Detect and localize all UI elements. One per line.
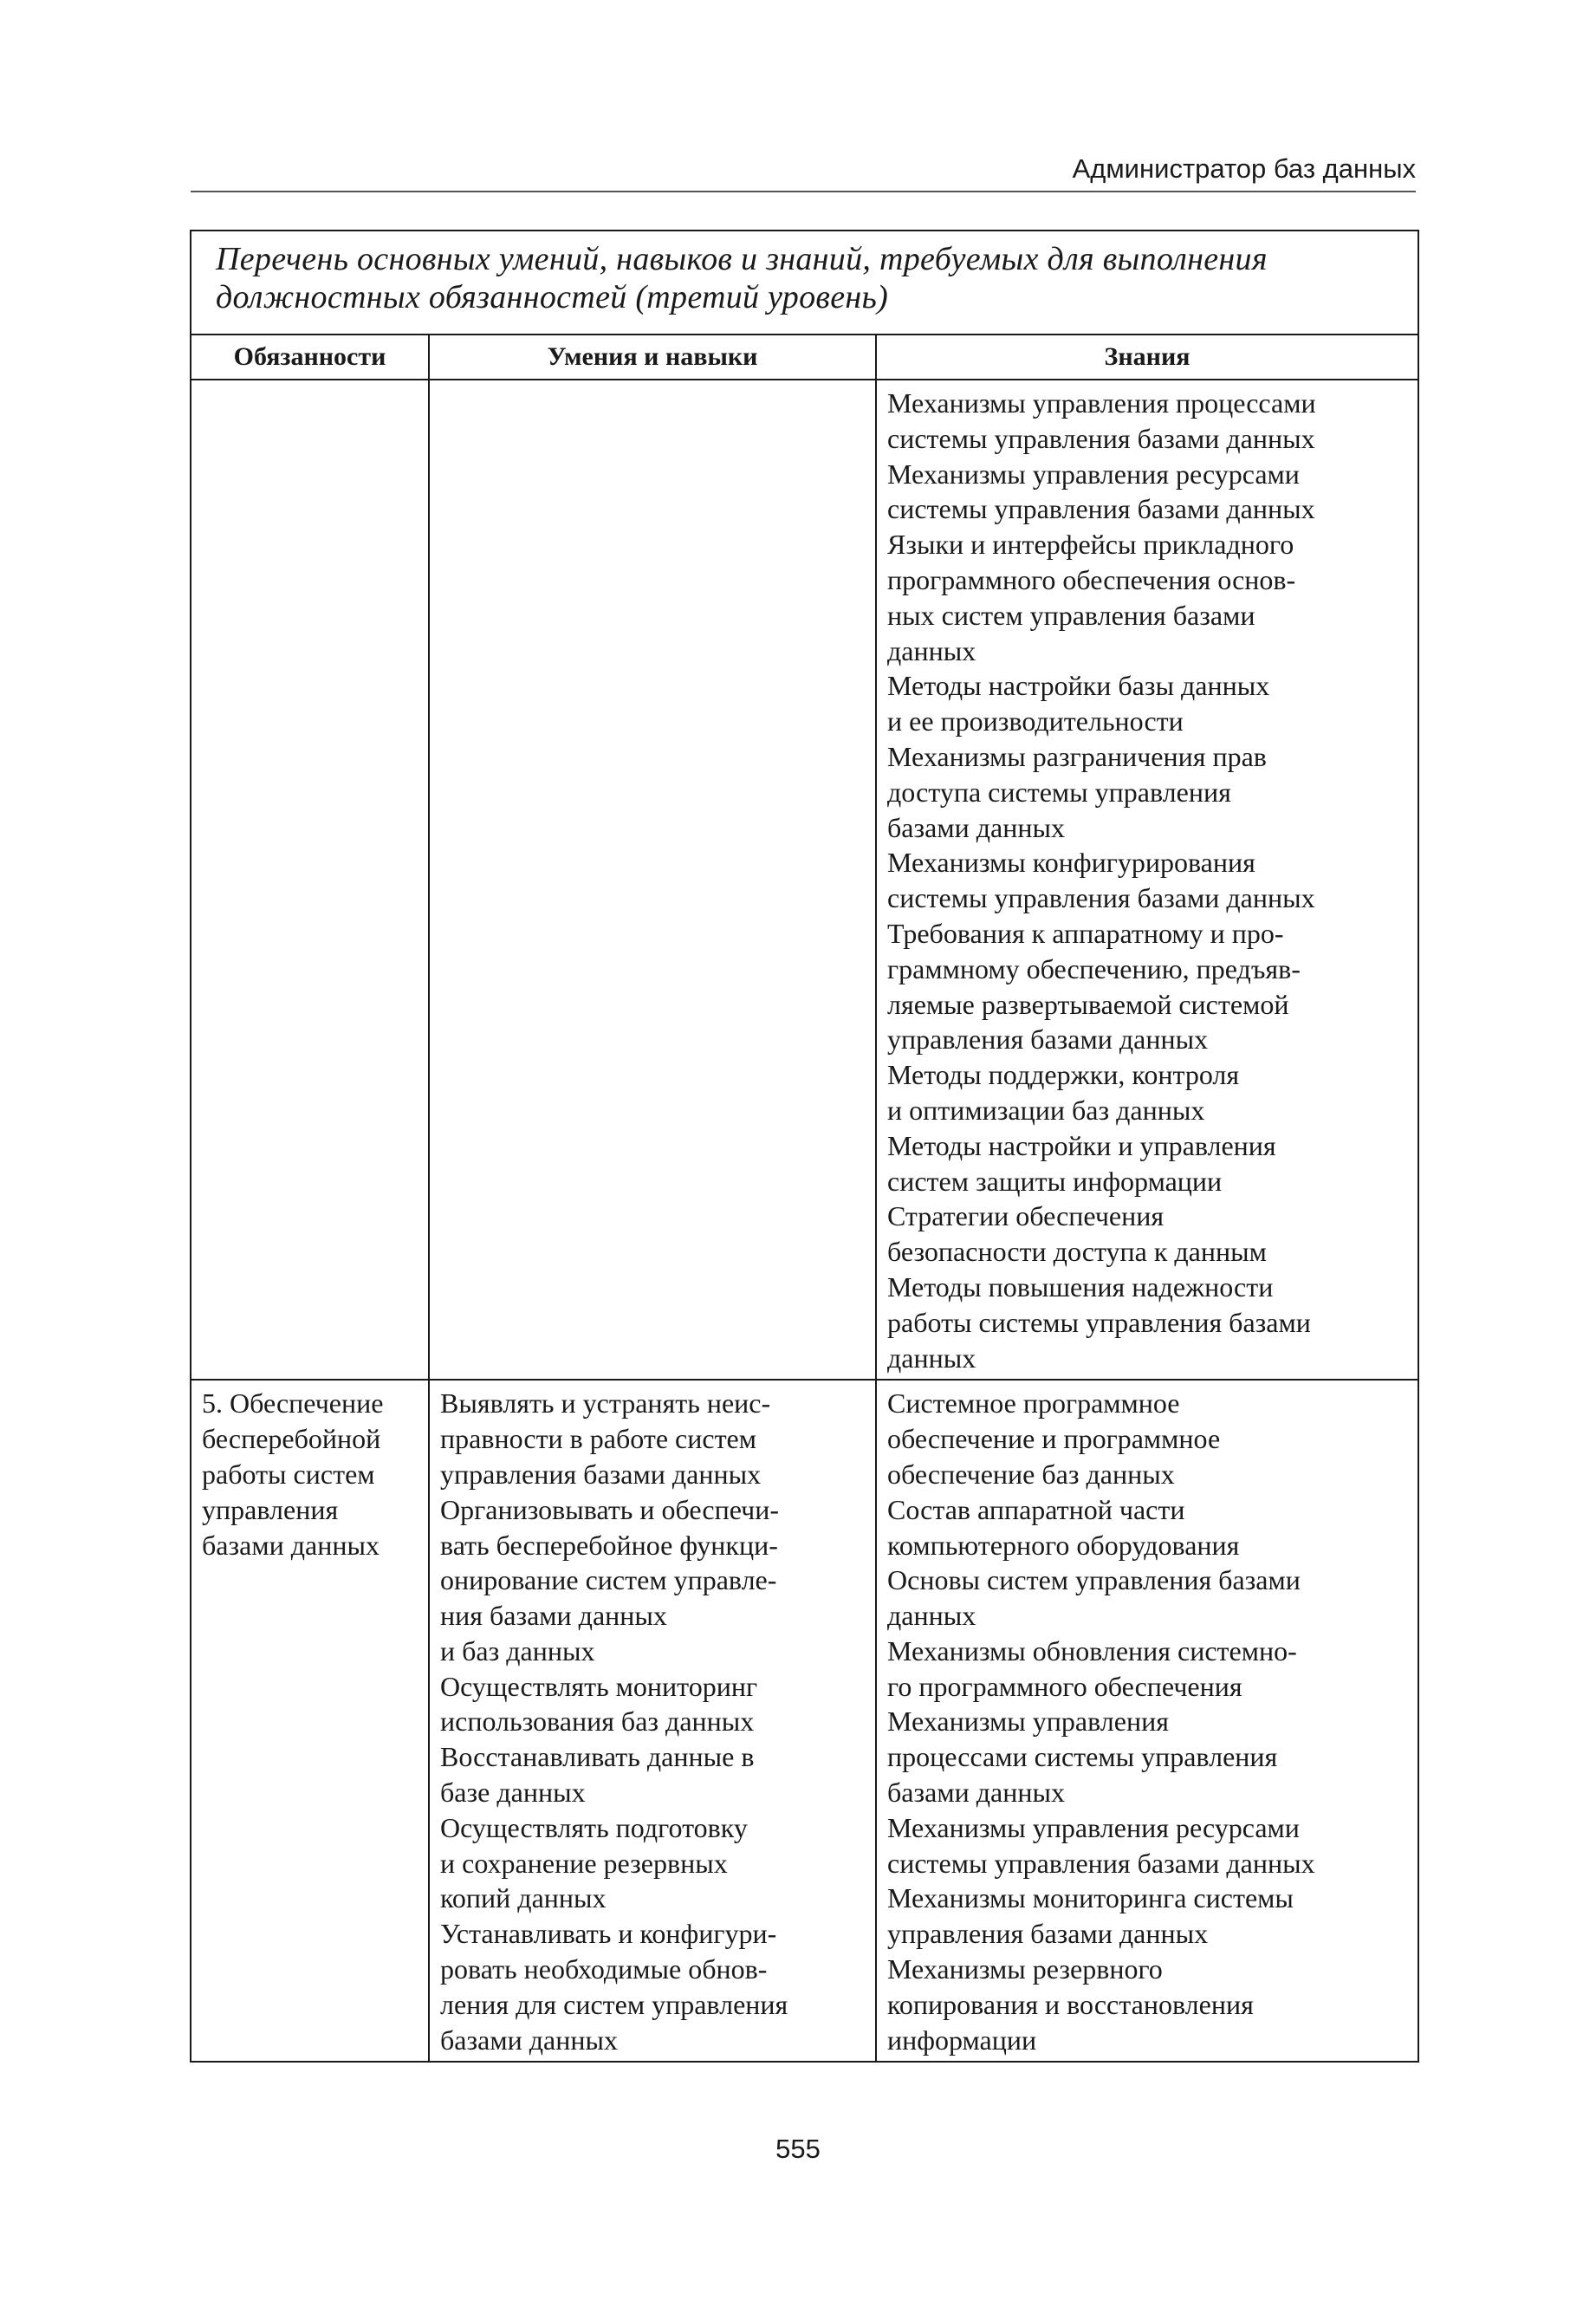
cell-text-line: Основы систем управления базами	[887, 1564, 1301, 1596]
skills-cell	[429, 1380, 876, 2062]
cell-text-line: данных	[887, 1342, 976, 1374]
cell-text-line: Методы настройки базы данных	[887, 670, 1270, 702]
cell-text-line: Осуществлять мониторинг	[440, 1670, 758, 1702]
cell-text-line: базе данных	[440, 1777, 586, 1809]
cell-text-line: базами данных	[887, 1777, 1065, 1809]
cell-text-line: управления базами данных	[440, 1458, 762, 1490]
cell-text-line: компьютерного оборудования	[887, 1529, 1240, 1561]
cell-text-line: и ее производительности	[887, 705, 1184, 737]
cell-text-line: Механизмы обновления системно-	[887, 1634, 1297, 1667]
cell-text-line: онирование систем управле-	[440, 1564, 777, 1596]
cell-text-line: Механизмы резервного	[887, 1953, 1163, 1985]
cell-text-line: ния базами данных	[440, 1600, 667, 1632]
cell-text-line: и баз данных	[440, 1634, 595, 1667]
cell-text-line: Выявлять и устранять неис-	[440, 1387, 771, 1420]
cell-text-line: ровать необходимые обнов-	[440, 1953, 768, 1985]
cell-text-line: базами данных	[887, 811, 1065, 843]
cell-text-line: управления	[202, 1493, 339, 1525]
cell-text-line: системы управления базами данных	[887, 882, 1315, 914]
cell-text-line: копий данных	[440, 1882, 607, 1914]
competency-table	[190, 230, 1419, 2063]
cell-text-line: Требования к аппаратному и про-	[887, 917, 1284, 949]
cell-text-line: работы системы управления базами	[887, 1306, 1311, 1338]
cell-text-line: Методы поддержки, контроля	[887, 1059, 1240, 1091]
table-row	[191, 1380, 1418, 2062]
cell-text-line: системы управления базами данных	[887, 493, 1315, 525]
cell-text-line: 5. Обеспечение	[202, 1387, 384, 1420]
cell-text-line: Осуществлять подготовку	[440, 1811, 748, 1843]
table-caption-line: Перечень основных умений, навыков и знаний, требуемых для выполнения	[216, 241, 1268, 277]
cell-text-line: Стратегии обеспечения	[887, 1200, 1165, 1232]
cell-text-line: Механизмы управления ресурсами	[887, 1811, 1300, 1843]
table-caption-line: должностных обязанностей (третий уровень)	[216, 279, 889, 315]
cell-text-line: обеспечение баз данных	[887, 1458, 1175, 1490]
cell-text-line: правности в работе систем	[440, 1423, 756, 1455]
cell-text-line: программного обеспечения основ-	[887, 563, 1296, 595]
cell-text-line: Механизмы управления	[887, 1706, 1169, 1738]
cell-text-line: базами данных	[440, 2024, 618, 2056]
cell-text-line: управления базами данных	[887, 1918, 1209, 1950]
cell-text-line: Восстанавливать данные в	[440, 1741, 755, 1773]
column-header-skills: Умения и навыки	[429, 335, 876, 380]
cell-text-line: Состав аппаратной части	[887, 1493, 1185, 1525]
table-caption	[191, 231, 1418, 335]
cell-text-line: ных систем управления базами	[887, 599, 1255, 631]
cell-text-line: безопасности доступа к данным	[887, 1236, 1267, 1268]
cell-text-line: копирования и восстановления	[887, 1988, 1254, 2020]
cell-text-line: го программного обеспечения	[887, 1670, 1242, 1702]
table-row	[191, 380, 1418, 1380]
cell-text-line: ления для систем управления	[440, 1988, 788, 2020]
cell-text-line: Методы настройки и управления	[887, 1129, 1276, 1161]
cell-text-line: вать бесперебойное функци-	[440, 1529, 778, 1561]
page-number: 555	[775, 2134, 821, 2164]
cell-text-line: бесперебойной	[202, 1423, 381, 1455]
cell-text-line: данных	[887, 1600, 976, 1632]
table-caption-row	[191, 231, 1418, 335]
knowledge-cell	[876, 380, 1418, 1380]
cell-text-line: Механизмы разграничения прав	[887, 740, 1267, 772]
cell-text-line: Механизмы мониторинга системы	[887, 1882, 1294, 1914]
cell-text-line: систем защиты информации	[887, 1165, 1223, 1197]
cell-text-line: и сохранение резервных	[440, 1847, 728, 1879]
skills-cell	[429, 380, 876, 1380]
column-header-knowledge: Знания	[876, 335, 1418, 380]
cell-text-line: ляемые развертываемой системой	[887, 988, 1289, 1020]
cell-text-line: граммному обеспечению, предъяв-	[887, 952, 1301, 984]
cell-text-line: Механизмы управления процессами	[887, 387, 1316, 419]
knowledge-cell	[876, 1380, 1418, 2062]
running-header: Администратор баз данных	[191, 147, 1416, 192]
cell-text-line: Организовывать и обеспечи-	[440, 1493, 779, 1525]
cell-text-line: системы управления базами данных	[887, 422, 1315, 454]
duty-cell	[191, 380, 429, 1380]
cell-text-line: Языки и интерфейсы прикладного	[887, 529, 1294, 561]
duty-cell	[191, 1380, 429, 2062]
cell-text-line: и оптимизации баз данных	[887, 1094, 1205, 1126]
cell-text-line: базами данных	[202, 1529, 380, 1561]
cell-text-line: Методы повышения надежности	[887, 1270, 1274, 1303]
cell-text-line: Механизмы управления ресурсами	[887, 458, 1300, 490]
cell-text-line: управления базами данных	[887, 1023, 1209, 1056]
cell-text-line: Механизмы конфигурирования	[887, 847, 1255, 879]
cell-text-line: информации	[887, 2024, 1037, 2056]
cell-text-line: данных	[887, 634, 976, 666]
cell-text-line: системы управления базами данных	[887, 1847, 1315, 1879]
cell-text-line: доступа системы управления	[887, 776, 1231, 808]
cell-text-line: работы систем	[202, 1458, 375, 1490]
cell-text-line: Устанавливать и конфигури-	[440, 1918, 777, 1950]
table-header-row	[191, 335, 1418, 380]
cell-text-line: процессами системы управления	[887, 1741, 1278, 1773]
column-header-duties: Обязанности	[191, 335, 429, 380]
cell-text-line: Системное программное	[887, 1387, 1180, 1420]
cell-text-line: обеспечение и программное	[887, 1423, 1221, 1455]
cell-text-line: использования баз данных	[440, 1706, 755, 1738]
